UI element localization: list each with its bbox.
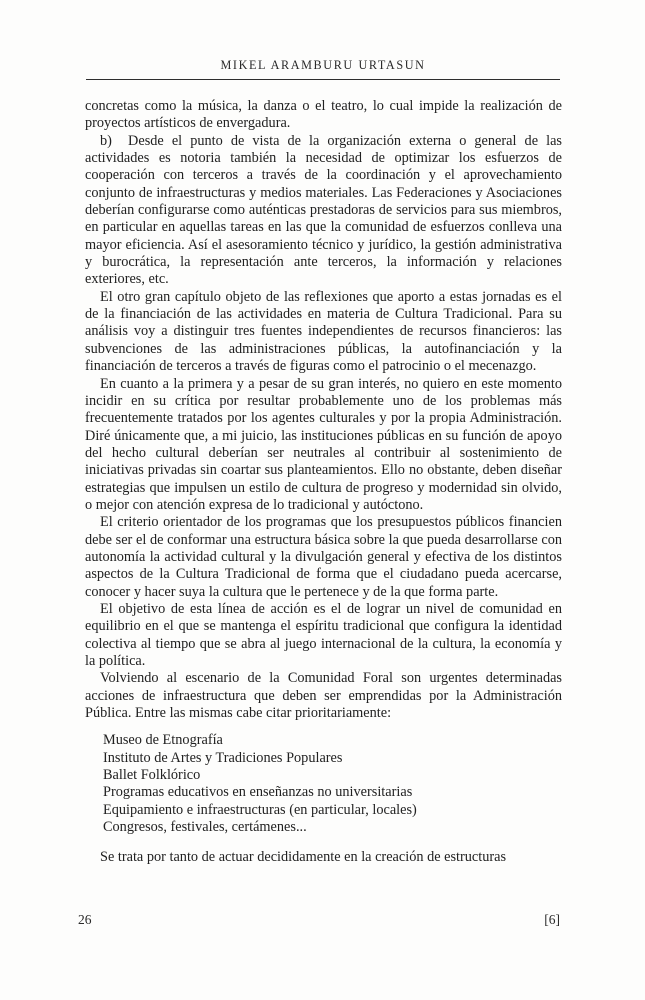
paragraph: concretas como la música, la danza o el teatro, lo cual impide la realización de proyectos artísticos de envergadura.	[85, 98, 562, 132]
paragraph: El objetivo de esta línea de acción es el de lograr un nivel de comunidad en equilibrio en el que se mantenga el espíritu tradicional que configura la identidad colectiva al tiempo que se abra al juego internacional de la cultura, la economía y la política.	[85, 600, 562, 669]
paragraph: El criterio orientador de los programas que los presupuestos públicos financien debe ser el de conformar una estructura básica sobre la que pueda desarrollarse con autonomía la actividad cultural y la divulgación general y efectiva de los distintos aspectos de la Cultura Tradicional de forma que el ciudadano pueda acercarse, conocer y hacer suya la cultura que le pertenece y de la que forma parte.	[85, 514, 562, 600]
list-item: Programas educativos en enseñanzas no universitarias	[103, 784, 413, 801]
paragraph: El otro gran capítulo objeto de las reflexiones que aporto a estas jornadas es el de la financiación de las actividades en materia de Cultura Tradicional. Para su análisis voy a distinguir tres fuentes independientes de recursos financieros: las subvenciones de las administraciones públicas, la autofinanciación y la financiación de terceros a través de figuras como el patrocinio o el mecenazgo.	[85, 288, 562, 375]
page-footer	[78, 912, 560, 928]
list-item: Instituto de Artes y Tradiciones Populares	[103, 749, 343, 766]
list-item: Ballet Folklórico	[103, 767, 201, 784]
paragraph: En cuanto a la primera y a pesar de su gran interés, no quiero en este momento incidir en su crítica por resultar probablemente uno de los problemas más frecuentemente tratados por los agentes culturales y por la propia Administración. Diré únicamente que, a mi juicio, las instituciones públicas en su función de apoyo del hecho cultural deberían ser neutrales al contribuir al sostenimiento de iniciativas privadas sin coartar sus planteamientos. Ello no obstante, deben diseñar estrategias que impulsen un estilo de cultura de progreso y modernidad sin olvido, o mejor con atención expresa de lo tradicional y autóctono.	[85, 375, 562, 513]
paragraph: b) Desde el punto de vista de la organización externa o general de las actividades es notoria también la necesidad de optimizar los esfuerzos de cooperación con terceros a través de la coordinación y el aprovechamiento conjunto de infraestructuras y medios materiales. Las Federaciones y Asociaciones deberían configurarse como auténticas prestadoras de servicios para sus miembros, en particular en aquellas tareas en las que la comunidad de esfuerzos conlleva una mayor eficiencia. Así el asesoramiento técnico y jurídico, la gestión administrativa y burocrática, la representación ante terceros, la información y relaciones exteriores, etc.	[85, 132, 562, 288]
running-header: MIKEL ARAMBURU URTASUN	[86, 58, 560, 80]
page-number: 26	[78, 912, 92, 927]
priority-actions-list	[85, 732, 562, 836]
list-item: Equipamiento e infraestructuras (en particular, locales)	[103, 801, 417, 818]
folio-number: [6]	[544, 912, 560, 927]
list-item: Museo de Etnografía	[103, 732, 223, 749]
paragraph: Volviendo al escenario de la Comunidad Foral son urgentes determinadas acciones de infraestructura que deben ser emprendidas por la Administración Pública. Entre las mismas cabe citar prioritariamente:	[85, 670, 562, 722]
list-item: Congresos, festivales, certámenes...	[103, 819, 307, 836]
closing-paragraph: Se trata por tanto de actuar decididamente en la creación de estructuras	[100, 849, 507, 866]
body-text	[85, 98, 562, 867]
